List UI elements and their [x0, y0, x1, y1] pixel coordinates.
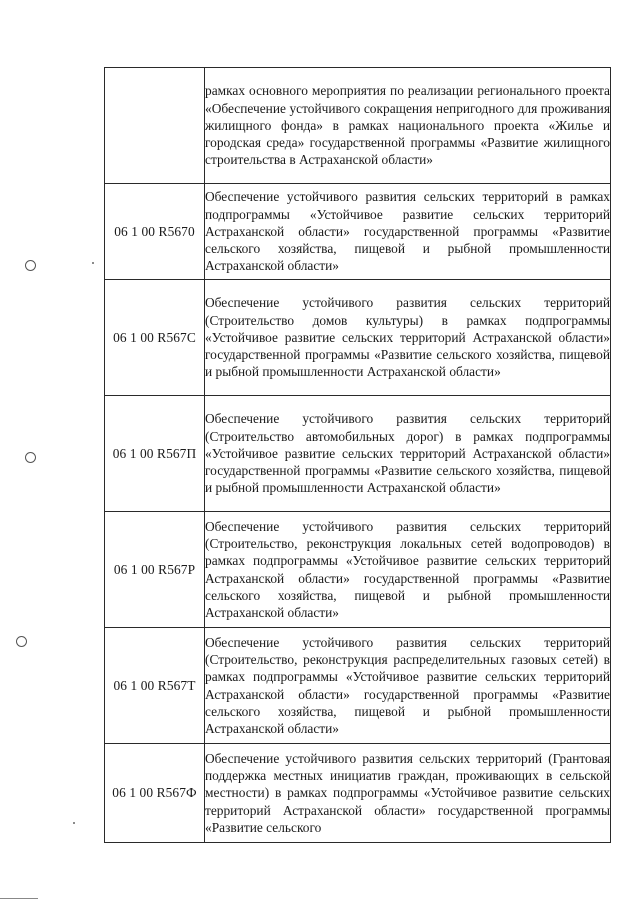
table-row: [105, 396, 611, 512]
binder-hole-mark: [25, 452, 36, 463]
table-row: [105, 184, 611, 280]
table-row: [105, 68, 611, 184]
description-text: Обеспечение устойчивого развития сельских территорий (Грантовая поддержка местных инициатив граждан, проживающих в сельской местности) в рамках подпрограммы «Устойчивое развитие сельских территорий Астраханской области» государственной программы «Развитие сельского: [205, 750, 610, 835]
code-cell: 06 1 00 R567П: [105, 396, 205, 512]
description-text: Обеспечение устойчивого развития сельских территорий (Строительство автомобильных дорог) в рамках подпрограммы «Устойчивое развитие сельских территорий Астраханской области» государственной программы «Развитие сельского хозяйства, пищевой и рыбной промышленности Астраханской области»: [205, 411, 610, 496]
scan-speck: [73, 822, 75, 824]
table-row: [105, 628, 611, 744]
description-text: Обеспечение устойчивого развития сельских территорий (Строительство, реконструкция распределительных газовых сетей) в рамках подпрограммы «Устойчивое развитие сельских территорий Астраханской области» государственной программы «Развитие сельского хозяйства, пищевой и рыбной промышленности Астраханской области»: [205, 634, 610, 737]
description-text: Обеспечение устойчивого развития сельских территорий (Строительство домов культуры) в рамках подпрограммы «Устойчивое развитие сельских территорий Астраханской области» государственной программы «Развитие сельского хозяйства, пищевой и рыбной промышленности Астраханской области»: [205, 295, 610, 380]
description-text: Обеспечение устойчивого развития сельских территорий в рамках подпрограммы «Устойчивое развитие сельских территорий Астраханской области» государственной программы «Развитие сельского хозяйства, пищевой и рыбной промышленности Астраханской области»: [205, 189, 610, 274]
code-cell: 06 1 00 R567С: [105, 280, 205, 396]
description-cell: [205, 184, 611, 280]
budget-classification-table: [104, 67, 611, 843]
table-row: [105, 512, 611, 628]
scan-speck: [92, 262, 94, 264]
description-cell: [205, 628, 611, 744]
code-cell: 06 1 00 R5670: [105, 184, 205, 280]
code-cell: 06 1 00 R567Р: [105, 512, 205, 628]
binder-hole-mark: [16, 636, 27, 647]
binder-hole-mark: [25, 260, 36, 271]
description-text: Обеспечение устойчивого развития сельских территорий (Строительство, реконструкция локальных сетей водопроводов) в рамках подпрограммы «Устойчивое развитие сельских территорий Астраханской области» государственной программы «Развитие сельского хозяйства, пищевой и рыбной промышленности Астраханской области»: [205, 518, 610, 621]
description-cell: [205, 280, 611, 396]
code-cell: [105, 68, 205, 184]
description-cell: [205, 512, 611, 628]
description-cell: [205, 68, 611, 184]
code-cell: 06 1 00 R567Т: [105, 628, 205, 744]
table-row: [105, 280, 611, 396]
code-cell: 06 1 00 R567Ф: [105, 744, 205, 843]
description-cell: [205, 744, 611, 843]
description-text: рамках основного мероприятия по реализации регионального проекта «Обеспечение устойчивого сокращения непригодного для проживания жилищного фонда» в рамках национального проекта «Жилье и городская среда» государственной программы «Развитие жилищного строительства в Астраханской области»: [205, 83, 610, 168]
description-cell: [205, 396, 611, 512]
table-row: [105, 744, 611, 843]
scan-edge-mark: [0, 898, 38, 899]
